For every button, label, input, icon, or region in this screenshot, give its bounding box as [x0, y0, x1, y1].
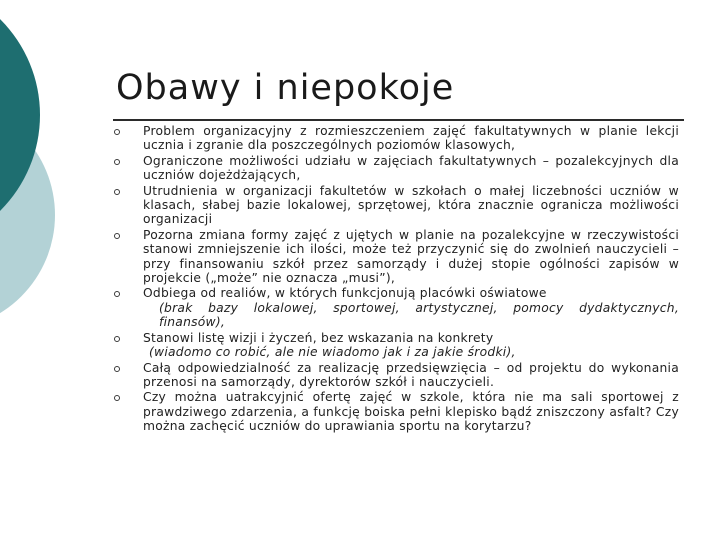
- hollow-circle-bullet-icon: [114, 395, 120, 401]
- list-item: Odbiega od realiów, w których funkcjonują placówki oświatowe (brak bazy lokalowej, sportowej, artystycznej, pomocy dydaktycznych, finansów),: [113, 286, 679, 329]
- bullet-list: [113, 124, 679, 434]
- list-item: Utrudnienia w organizacji fakultetów w szkołach o małej liczebności uczniów w klasach, słabej bazie lokalowej, sprzętowej, która znacznie ogranicza możliwości organizacji: [113, 184, 679, 227]
- hollow-circle-bullet-icon: [114, 189, 120, 195]
- list-item: Całą odpowiedzialność za realizację przedsięwzięcia – od projektu do wykonania przenosi na samorządy, dyrektorów szkół i nauczycieli.: [113, 361, 679, 390]
- dark-teal-circle: [0, 0, 40, 250]
- hollow-circle-bullet-icon: [114, 129, 120, 135]
- hollow-circle-bullet-icon: [114, 159, 120, 165]
- list-item: Pozorna zmiana formy zajęć z ujętych w planie na pozalekcyjne w rzeczywistości stanowi zmniejszenie ich ilości, może też przyczynić się do zwolnień nauczycieli – przy finansowaniu szkół przez samorządy i dużej stopie ogólności zapisów w projekcie („może” nie oznacza „musi”),: [113, 228, 679, 286]
- list-item: Czy można uatrakcyjnić ofertę zajęć w szkole, która nie ma sali sportowej z prawdziwego zdarzenia, a funkcję boiska pełni klepisko bądź zniszczony asfalt? Czy można zachęcić uczniów do uprawiania sportu na korytarzu?: [113, 390, 679, 433]
- hollow-circle-bullet-icon: [114, 291, 120, 297]
- hollow-circle-bullet-icon: [114, 336, 120, 342]
- title-underline: [113, 119, 684, 121]
- bullet-list-container: [113, 124, 679, 435]
- hollow-circle-bullet-icon: [114, 366, 120, 372]
- list-item: Stanowi listę wizji i życzeń, bez wskazania na konkrety (wiadomo co robić, ale nie wiadomo jak i za jakie środki),: [113, 331, 679, 360]
- list-item: Problem organizacyjny z rozmieszczeniem zajęć fakultatywnych w planie lekcji ucznia i zgranie dla poszczególnych poziomów klasowych,: [113, 124, 679, 153]
- slide-title: Obawy i niepokoje: [116, 68, 455, 108]
- list-item: Ograniczone możliwości udziału w zajęciach fakultatywnych – pozalekcyjnych dla uczniów dojeżdżających,: [113, 154, 679, 183]
- decorative-circles: [0, 0, 120, 540]
- light-teal-circle: [0, 100, 55, 330]
- hollow-circle-bullet-icon: [114, 233, 120, 239]
